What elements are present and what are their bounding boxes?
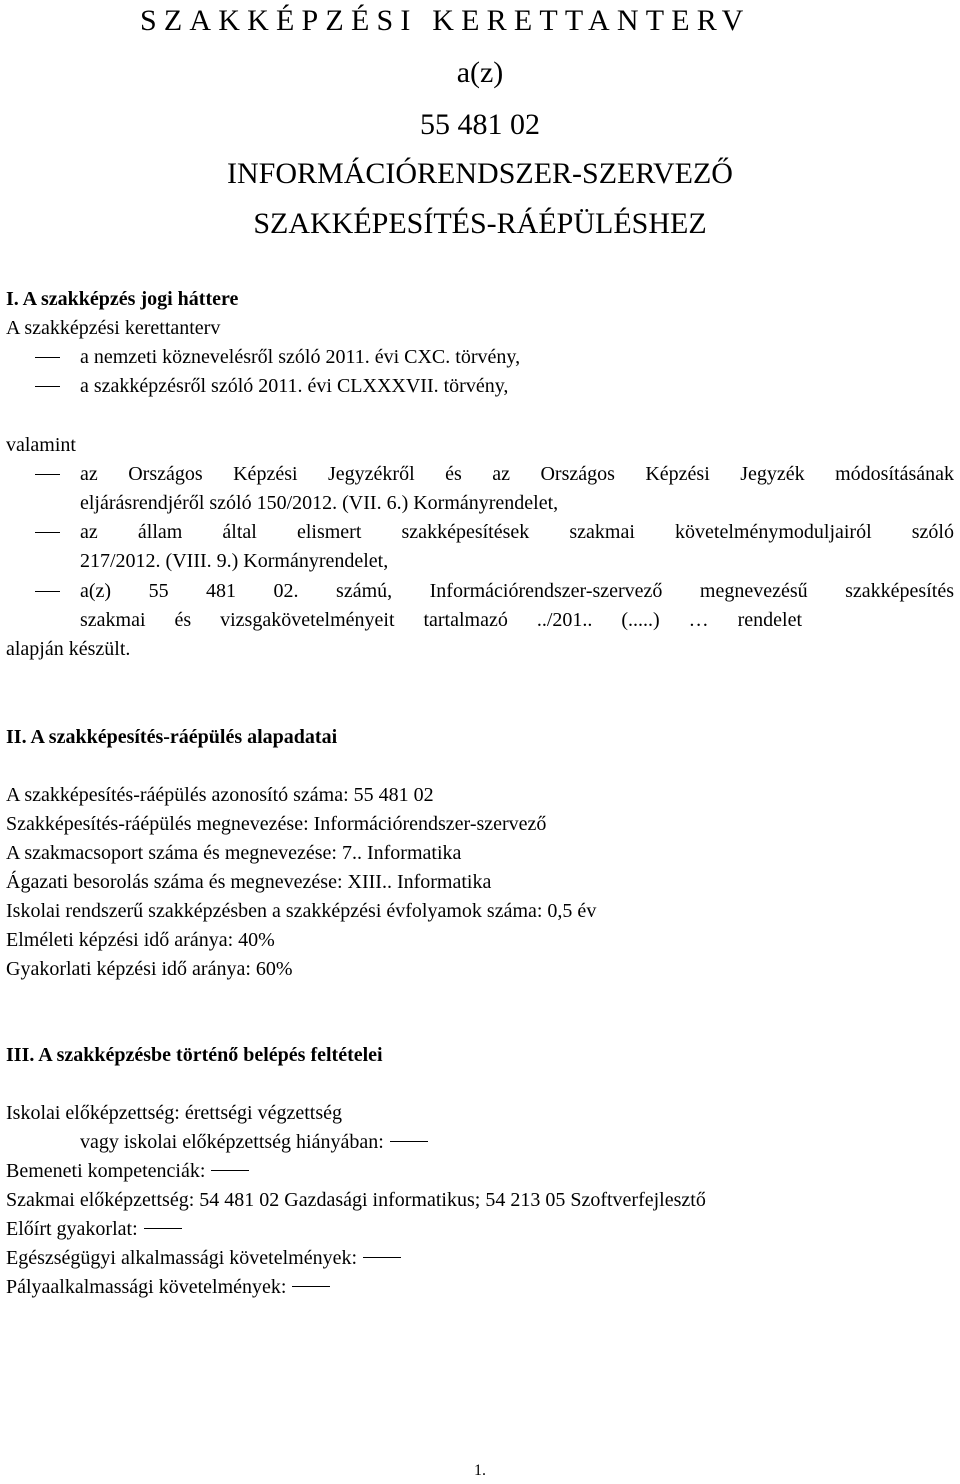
subtitle-az: a(z) [456, 56, 504, 89]
regulation-item-3-line1: a(z) 55 481 02. számú, Információrendszer-szervező megnevezésű szakképesítés [80, 580, 954, 602]
bullet-dash [35, 357, 60, 358]
bullet-dash [35, 474, 60, 475]
section1-closing: alapján készült. [6, 638, 131, 660]
empty-value-dash [292, 1286, 330, 1287]
section2-heading: II. A szakképesítés-ráépülés alapadatai [6, 726, 338, 748]
qualification-code: 55 481 02 [420, 108, 540, 141]
basic-data-line: Gyakorlati képzési idő aránya: 60% [6, 958, 293, 980]
prior-education: Iskolai előképzettség: érettségi végzettség [6, 1102, 342, 1124]
health-requirements: Egészségügyi alkalmassági követelmények: [6, 1246, 401, 1270]
basic-data-line: A szakmacsoport száma és megnevezése: 7.. Informatika [6, 842, 462, 864]
qualification-name-line1: INFORMÁCIÓRENDSZER-SZERVEZŐ [227, 157, 733, 190]
page-number: 1. [474, 1462, 486, 1479]
professional-prior-education: Szakmai előképzettség: 54 481 02 Gazdasági informatikus; 54 213 05 Szoftverfejlesztő [6, 1189, 706, 1211]
valamint-label: valamint [6, 434, 76, 456]
required-practice: Előírt gyakorlat: [6, 1217, 182, 1241]
empty-value-dash [144, 1228, 182, 1229]
bullet-dash [35, 532, 60, 533]
law-item-1: a nemzeti köznevelésről szóló 2011. évi CXC. törvény, [80, 346, 521, 368]
input-competencies: Bemeneti kompetenciák: [6, 1159, 249, 1183]
bullet-dash [35, 591, 60, 592]
document-title: SZAKKÉPZÉSI KERETTANTERV [140, 4, 751, 37]
basic-data-line: A szakképesítés-ráépülés azonosító száma: 55 481 02 [6, 784, 434, 806]
section1-intro: A szakképzési kerettanterv [6, 317, 221, 339]
regulation-item-3-line2: szakmai és vizsgakövetelményeit tartalmazó ../201.. (.....) … rendelet [80, 609, 802, 631]
regulation-item-1-line2: eljárásrendjéről szóló 150/2012. (VII. 6.) Kormányrendelet, [80, 492, 559, 514]
career-requirements: Pályaalkalmassági követelmények: [6, 1275, 330, 1299]
section3-heading: III. A szakképzésbe történő belépés feltételei [6, 1044, 383, 1066]
qualification-name-line2: SZAKKÉPESÍTÉS-RÁÉPÜLÉSHEZ [253, 207, 707, 240]
section1-heading: I. A szakképzés jogi háttere [6, 288, 239, 310]
basic-data-line: Szakképesítés-ráépülés megnevezése: Információrendszer-szervező [6, 813, 547, 835]
empty-value-dash [390, 1141, 428, 1142]
basic-data-line: Ágazati besorolás száma és megnevezése: XIII.. Informatika [6, 871, 492, 893]
basic-data-line: Elméleti képzési idő aránya: 40% [6, 929, 275, 951]
lacking-prior-education: vagy iskolai előképzettség hiányában: [80, 1130, 428, 1154]
empty-value-dash [211, 1170, 249, 1171]
law-item-2: a szakképzésről szóló 2011. évi CLXXXVII. törvény, [80, 375, 509, 397]
empty-value-dash [363, 1257, 401, 1258]
regulation-item-2-line1: az állam által elismert szakképesítések szakmai követelménymoduljairól szóló [80, 521, 954, 543]
bullet-dash [35, 386, 60, 387]
basic-data-line: Iskolai rendszerű szakképzésben a szakképzési évfolyamok száma: 0,5 év [6, 900, 597, 922]
regulation-item-1-line1: az Országos Képzési Jegyzékről és az Országos Képzési Jegyzék módosításának [80, 463, 954, 485]
regulation-item-2-line2: 217/2012. (VIII. 9.) Kormányrendelet, [80, 550, 389, 572]
